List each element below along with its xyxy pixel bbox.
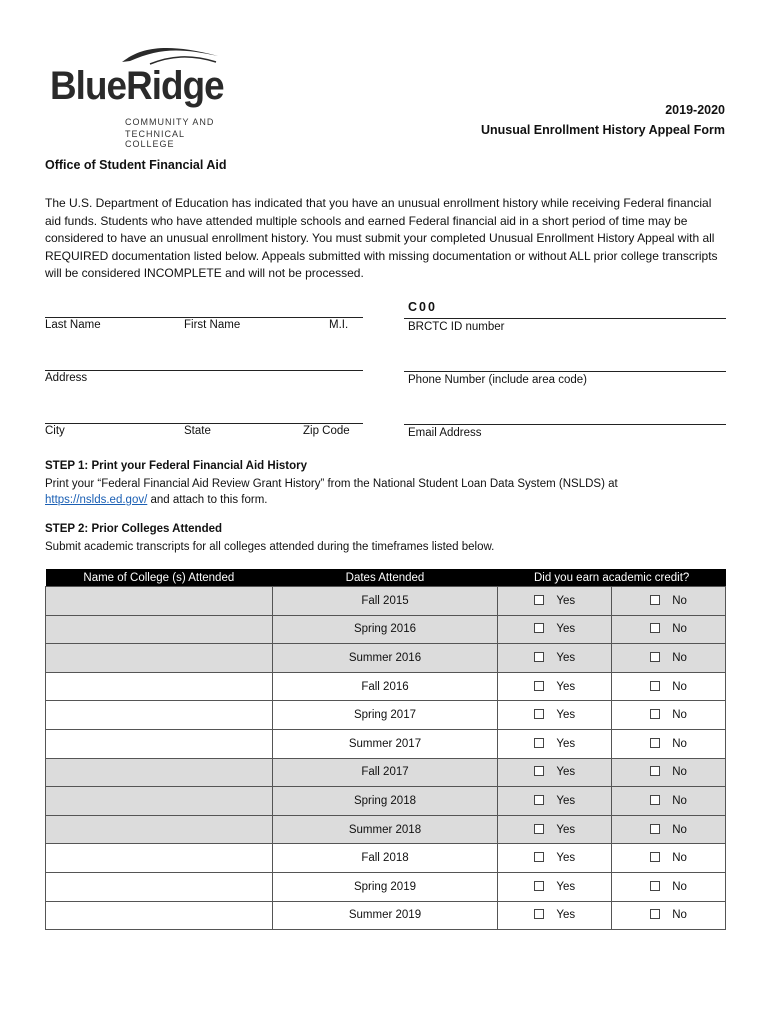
no-label: No bbox=[672, 651, 687, 664]
intro-paragraph: The U.S. Department of Education has indicated that you have an unusual enrollment history while receiving Federal financial aid funds. Students who have attended multiple schools and earned Federal financial aid in a short period of time may be considered to have an unusual enrollment history. You must submit your completed Unusual Enrollment History Appeal with all REQUIRED documentation listed below. Appeals submitted with missing documentation or without ALL prior college transcripts will be considered INCOMPLETE and will not be processed. bbox=[45, 196, 718, 280]
term-cell: Spring 2017 bbox=[272, 701, 498, 730]
name-line[interactable] bbox=[45, 317, 363, 318]
step1-heading: STEP 1: Print your Federal Financial Aid History bbox=[45, 460, 308, 472]
mountain-swoosh-icon bbox=[120, 44, 220, 66]
no-checkbox[interactable] bbox=[650, 709, 660, 719]
no-label: No bbox=[672, 594, 687, 607]
yes-label: Yes bbox=[556, 737, 576, 750]
no-checkbox[interactable] bbox=[650, 795, 660, 805]
yes-label: Yes bbox=[556, 909, 576, 922]
term-cell: Fall 2015 bbox=[272, 587, 498, 616]
col-header-credit: Did you earn academic credit? bbox=[498, 569, 726, 587]
table-row bbox=[46, 587, 726, 616]
step2-heading: STEP 2: Prior Colleges Attended bbox=[45, 523, 223, 535]
no-checkbox[interactable] bbox=[650, 909, 660, 919]
table-row bbox=[46, 872, 726, 901]
yes-option-cell bbox=[498, 758, 612, 787]
college-name-cell[interactable] bbox=[46, 872, 273, 901]
no-label: No bbox=[672, 709, 687, 722]
term-cell: Spring 2016 bbox=[272, 615, 498, 644]
college-logo bbox=[48, 44, 228, 149]
term-cell: Fall 2018 bbox=[272, 844, 498, 873]
no-label: No bbox=[672, 766, 687, 779]
table-row bbox=[46, 901, 726, 930]
no-option-cell bbox=[612, 729, 726, 758]
yes-checkbox[interactable] bbox=[534, 623, 544, 633]
colleges-table bbox=[45, 569, 726, 930]
term-cell: Summer 2016 bbox=[272, 644, 498, 673]
college-name-cell[interactable] bbox=[46, 729, 273, 758]
id-line[interactable] bbox=[404, 318, 726, 319]
no-option-cell bbox=[612, 815, 726, 844]
yes-label: Yes bbox=[556, 594, 576, 607]
no-option-cell bbox=[612, 787, 726, 816]
office-heading: Office of Student Financial Aid bbox=[45, 158, 227, 172]
no-label: No bbox=[672, 680, 687, 693]
college-name-cell[interactable] bbox=[46, 672, 273, 701]
no-checkbox[interactable] bbox=[650, 881, 660, 891]
first-name-label: First Name bbox=[184, 319, 241, 331]
step2-text: Submit academic transcripts for all colleges attended during the timeframes listed below. bbox=[45, 541, 495, 553]
table-row bbox=[46, 615, 726, 644]
step1-text-after: and attach to this form. bbox=[147, 494, 268, 506]
no-checkbox[interactable] bbox=[650, 824, 660, 834]
yes-option-cell bbox=[498, 844, 612, 873]
zip-label: Zip Code bbox=[303, 425, 350, 437]
no-label: No bbox=[672, 823, 687, 836]
step1-text bbox=[45, 476, 705, 508]
step1-text-before: Print your “Federal Financial Aid Review Grant History” from the National Student Loan Data System (NSLDS) at bbox=[45, 478, 618, 490]
city-label: City bbox=[45, 425, 65, 437]
yes-option-cell bbox=[498, 587, 612, 616]
yes-label: Yes bbox=[556, 651, 576, 664]
col-header-dates: Dates Attended bbox=[272, 569, 498, 587]
logo-subtitle-line1: COMMUNITY AND bbox=[125, 117, 215, 127]
table-header-row bbox=[46, 569, 726, 587]
no-option-cell bbox=[612, 587, 726, 616]
no-option-cell bbox=[612, 872, 726, 901]
term-cell: Fall 2016 bbox=[272, 672, 498, 701]
yes-checkbox[interactable] bbox=[534, 909, 544, 919]
no-option-cell bbox=[612, 644, 726, 673]
table-row bbox=[46, 701, 726, 730]
college-name-cell[interactable] bbox=[46, 844, 273, 873]
college-name-cell[interactable] bbox=[46, 758, 273, 787]
term-cell: Summer 2019 bbox=[272, 901, 498, 930]
college-name-cell[interactable] bbox=[46, 615, 273, 644]
yes-checkbox[interactable] bbox=[534, 766, 544, 776]
address-label: Address bbox=[45, 372, 88, 384]
last-name-label: Last Name bbox=[45, 319, 101, 331]
no-option-cell bbox=[612, 672, 726, 701]
id-prefix: C00 bbox=[408, 300, 437, 314]
no-label: No bbox=[672, 794, 687, 807]
yes-checkbox[interactable] bbox=[534, 738, 544, 748]
address-line[interactable] bbox=[45, 370, 363, 371]
yes-label: Yes bbox=[556, 794, 576, 807]
col-header-college: Name of College (s) Attended bbox=[46, 569, 273, 587]
yes-option-cell bbox=[498, 872, 612, 901]
yes-label: Yes bbox=[556, 766, 576, 779]
yes-label: Yes bbox=[556, 823, 576, 836]
table-row bbox=[46, 787, 726, 816]
yes-checkbox[interactable] bbox=[534, 881, 544, 891]
no-option-cell bbox=[612, 701, 726, 730]
table-row bbox=[46, 758, 726, 787]
no-checkbox[interactable] bbox=[650, 652, 660, 662]
no-label: No bbox=[672, 909, 687, 922]
college-name-cell[interactable] bbox=[46, 587, 273, 616]
yes-option-cell bbox=[498, 787, 612, 816]
phone-line[interactable] bbox=[404, 371, 726, 372]
form-year: 2019-2020 bbox=[665, 103, 725, 117]
no-checkbox[interactable] bbox=[650, 623, 660, 633]
term-cell: Fall 2017 bbox=[272, 758, 498, 787]
yes-option-cell bbox=[498, 701, 612, 730]
term-cell: Spring 2019 bbox=[272, 872, 498, 901]
mi-label: M.I. bbox=[329, 319, 349, 331]
table-row bbox=[46, 815, 726, 844]
no-label: No bbox=[672, 737, 687, 750]
no-option-cell bbox=[612, 615, 726, 644]
no-label: No bbox=[672, 852, 687, 865]
yes-option-cell bbox=[498, 901, 612, 930]
yes-checkbox[interactable] bbox=[534, 652, 544, 662]
yes-label: Yes bbox=[556, 852, 576, 865]
yes-label: Yes bbox=[556, 680, 576, 693]
yes-option-cell bbox=[498, 644, 612, 673]
city-line[interactable] bbox=[45, 423, 363, 424]
yes-checkbox[interactable] bbox=[534, 824, 544, 834]
yes-option-cell bbox=[498, 815, 612, 844]
email-label: Email Address bbox=[408, 427, 482, 439]
no-checkbox[interactable] bbox=[650, 766, 660, 776]
logo-subtitle-line2: TECHNICAL COLLEGE bbox=[125, 129, 185, 149]
yes-option-cell bbox=[498, 729, 612, 758]
no-checkbox[interactable] bbox=[650, 852, 660, 862]
email-line[interactable] bbox=[404, 424, 726, 425]
no-option-cell bbox=[612, 844, 726, 873]
no-checkbox[interactable] bbox=[650, 738, 660, 748]
no-label: No bbox=[672, 623, 687, 636]
yes-checkbox[interactable] bbox=[534, 681, 544, 691]
yes-checkbox[interactable] bbox=[534, 852, 544, 862]
table-row bbox=[46, 844, 726, 873]
no-checkbox[interactable] bbox=[650, 595, 660, 605]
yes-label: Yes bbox=[556, 880, 576, 893]
table-row bbox=[46, 644, 726, 673]
yes-label: Yes bbox=[556, 709, 576, 722]
state-label: State bbox=[184, 425, 211, 437]
college-name-cell[interactable] bbox=[46, 815, 273, 844]
no-option-cell bbox=[612, 901, 726, 930]
yes-checkbox[interactable] bbox=[534, 595, 544, 605]
yes-checkbox[interactable] bbox=[534, 709, 544, 719]
no-option-cell bbox=[612, 758, 726, 787]
term-cell: Spring 2018 bbox=[272, 787, 498, 816]
no-checkbox[interactable] bbox=[650, 681, 660, 691]
logo-wordmark: BlueRidge bbox=[50, 64, 224, 108]
yes-label: Yes bbox=[556, 623, 576, 636]
college-name-cell[interactable] bbox=[46, 787, 273, 816]
term-cell: Summer 2018 bbox=[272, 815, 498, 844]
table-row bbox=[46, 672, 726, 701]
nslds-link[interactable]: https://nslds.ed.gov/ bbox=[45, 494, 148, 506]
yes-checkbox[interactable] bbox=[534, 795, 544, 805]
phone-label: Phone Number (include area code) bbox=[408, 374, 587, 386]
college-name-cell[interactable] bbox=[46, 901, 273, 930]
term-cell: Summer 2017 bbox=[272, 729, 498, 758]
brctc-id-label: BRCTC ID number bbox=[408, 321, 505, 333]
yes-option-cell bbox=[498, 615, 612, 644]
college-name-cell[interactable] bbox=[46, 644, 273, 673]
form-title: Unusual Enrollment History Appeal Form bbox=[480, 123, 725, 137]
yes-option-cell bbox=[498, 672, 612, 701]
no-label: No bbox=[672, 880, 687, 893]
college-name-cell[interactable] bbox=[46, 701, 273, 730]
table-row bbox=[46, 729, 726, 758]
